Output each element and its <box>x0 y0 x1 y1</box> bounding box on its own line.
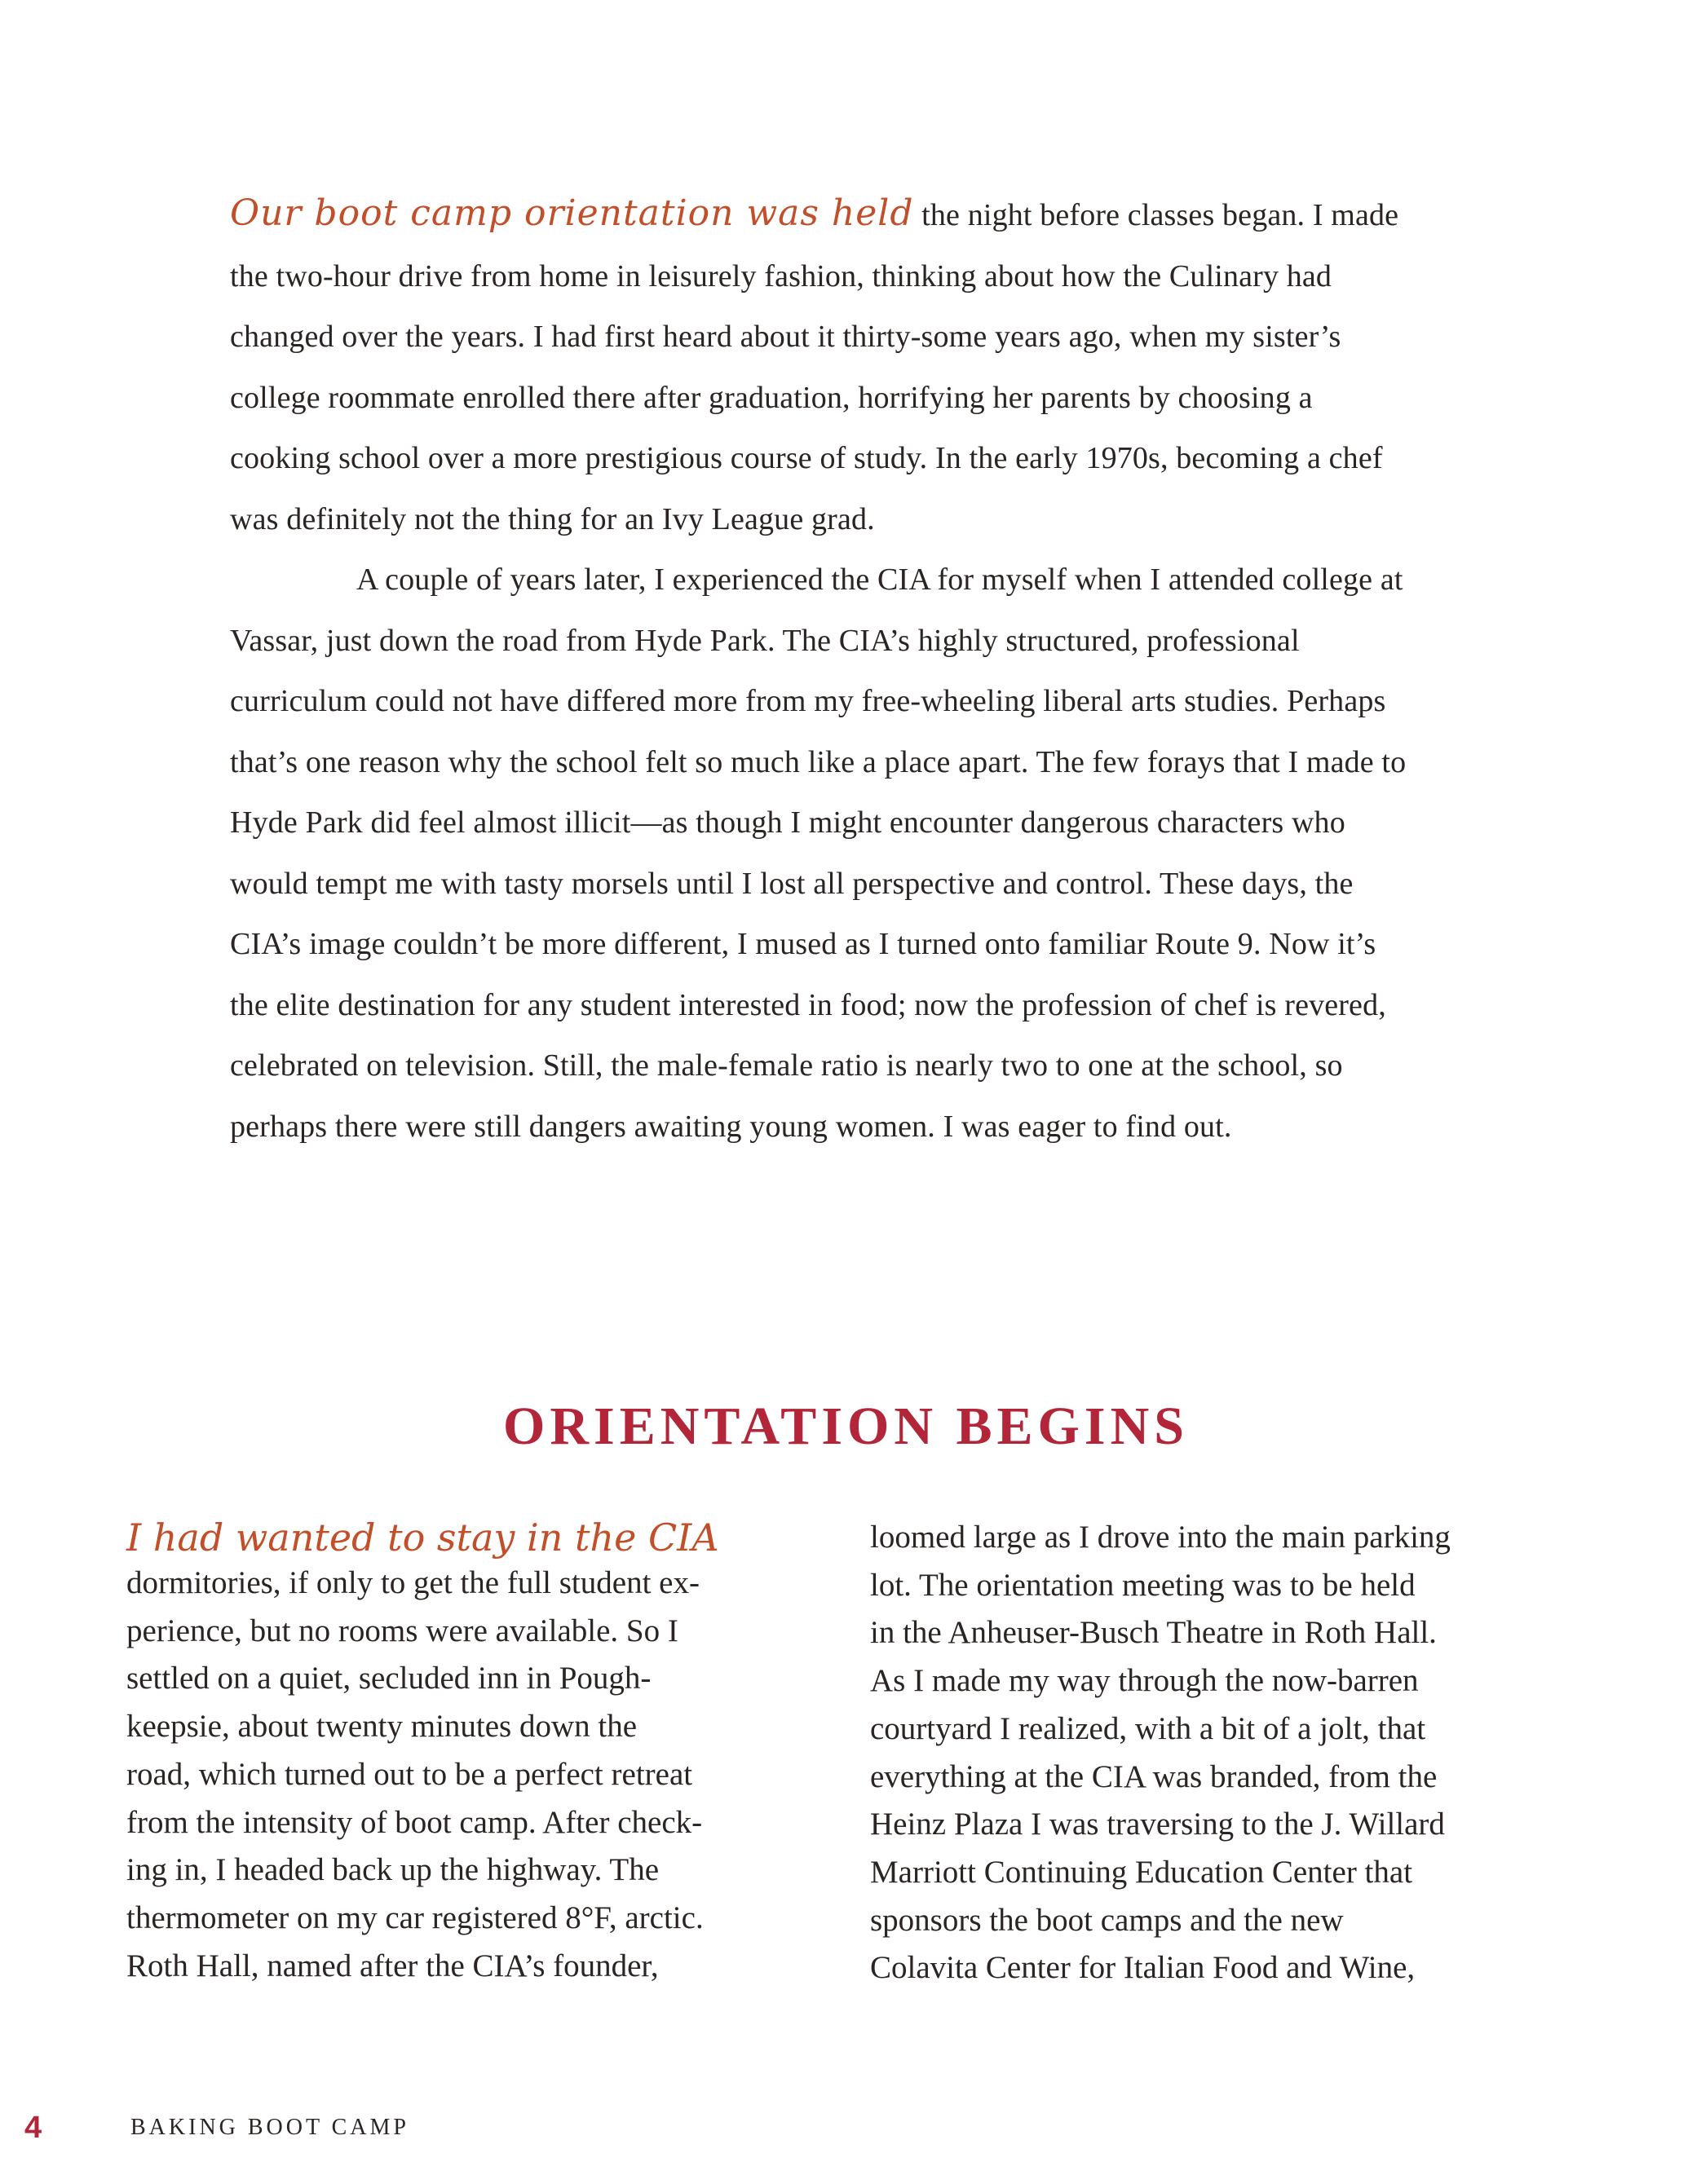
section-heading: ORIENTATION BEGINS <box>503 1396 1189 1456</box>
right-column-line: courtyard I realized, with a bit of a jolt, that <box>870 1710 1426 1746</box>
left-column <box>126 1512 795 1990</box>
left-column-line: Roth Hall, named after the CIA’s founder, <box>126 1948 659 1983</box>
right-column <box>870 1514 1539 1992</box>
running-head: BAKING BOOT CAMP <box>130 2115 409 2140</box>
right-column-line: Heinz Plaza I was traversing to the J. Willard <box>870 1807 1445 1842</box>
page-number: 4 <box>24 2110 42 2145</box>
right-column-line: As I made my way through the now-barren <box>870 1663 1419 1699</box>
right-column-line: Marriott Continuing Education Center that <box>870 1854 1413 1890</box>
right-column-line: Colavita Center for Italian Food and Wine, <box>870 1950 1416 1986</box>
intro-paragraph-2: A couple of years later, I experienced the CIA for myself when I attended college at Vassar, just down the road from Hyde Park. The CIA’s highly structured, professional curriculum could not have differed more from my free-wheeling liberal arts studies. Perhaps that’s one reason why the school felt so much like a place apart. The few forays that I made to Hyde Park did feel almost illicit—as though I might encounter dangerous characters who would tempt me with tasty morsels until I lost all perspective and control. These days, the CIA’s image couldn’t be more different, I mused as I turned onto familiar Route 9. Now it’s the elite destination for any student interested in food; now the profession of chef is revered, celebrated on television. Still, the male-female ratio is nearly two to one at the school, so perhaps there were still dangers awaiting young women. I was eager to find out. <box>230 563 1407 1144</box>
left-column-line: dormitories, if only to get the full student ex- <box>126 1565 700 1600</box>
left-column-line: settled on a quiet, secluded inn in Pough- <box>126 1661 652 1696</box>
left-column-line: perience, but no rooms were available. So I <box>126 1613 678 1648</box>
left-column-lead-in: I had wanted to stay in the CIA <box>126 1516 719 1560</box>
right-column-line: everything at the CIA was branded, from the <box>870 1758 1438 1794</box>
intro-lead-in: Our boot camp orientation was held <box>230 192 914 234</box>
left-column-line: from the intensity of boot camp. After check- <box>126 1804 703 1840</box>
intro-text <box>230 183 1420 1157</box>
left-column-line: thermometer on my car registered 8°F, arctic. <box>126 1899 704 1935</box>
right-column-line: loomed large as I drove into the main parking <box>870 1520 1451 1555</box>
right-column-line: sponsors the boot camps and the new <box>870 1902 1344 1938</box>
left-column-line: keepsie, about twenty minutes down the <box>126 1709 638 1745</box>
intro-paragraph-1-text: the night before classes began. I made the two-hour drive from home in leisurely fashion, thinking about how the Culinary had changed over the years. I had first heard about it thirty-some years ago, when my sister’s college roommate enrolled there after graduation, horrifying her parents by choosing a cooking school over a more prestigious course of study. In the early 1970s, becoming a chef was definitely not the thing for an Ivy League grad. <box>230 198 1399 536</box>
left-column-line: road, which turned out to be a perfect retreat <box>126 1756 693 1792</box>
left-column-line: ing in, I headed back up the highway. The <box>126 1852 660 1888</box>
page-footer <box>24 2107 409 2148</box>
intro-paragraph-1 <box>230 183 1420 549</box>
right-column-line: in the Anheuser-Busch Theatre in Roth Hall. <box>870 1615 1437 1651</box>
right-column-line: lot. The orientation meeting was to be held <box>870 1567 1416 1603</box>
